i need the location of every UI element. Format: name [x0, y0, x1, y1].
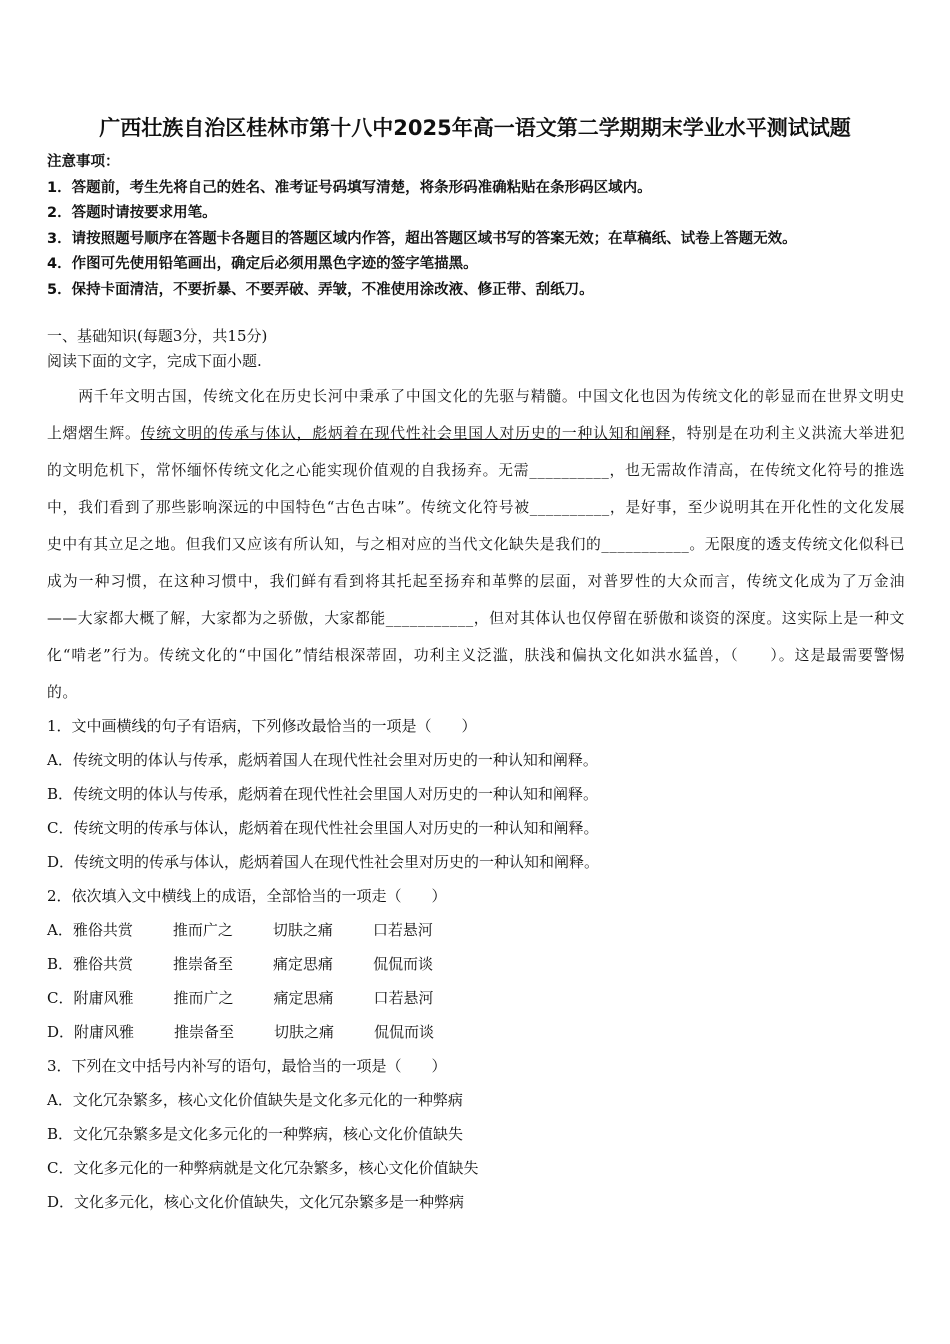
question-stem: 2．依次填入文中横线上的成语，全部恰当的一项走（ ）	[47, 887, 447, 905]
answer-option	[47, 987, 917, 1009]
option-label: C．	[47, 989, 74, 1007]
option-label: D．	[47, 1023, 75, 1041]
option-word: 口若悬河	[373, 989, 434, 1007]
notice-section	[47, 150, 917, 303]
notice-heading: 注意事项：	[47, 154, 120, 170]
option-word: 雅俗共赏	[73, 955, 134, 973]
answer-option: B．传统文明的体认与传承，彪炳着在现代性社会里国人对历史的一种认知和阐释。	[47, 785, 599, 803]
exam-title: 广西壮族自治区桂林市第十八中2025年高一语文第二学期期末学业水平测试试题	[99, 116, 851, 140]
option-word: 切肤之痛	[272, 921, 333, 939]
question-stem: 1．文中画横线的句子有语病，下列修改最恰当的一项是（ ）	[47, 717, 477, 735]
answer-option	[47, 953, 917, 975]
option-word: 痛定思痛	[273, 989, 334, 1007]
notice-item: 1．答题前，考生先将自己的姓名、准考证号码填写清楚，将条形码准确粘贴在条形码区域内。	[47, 179, 652, 196]
answer-option: D．传统文明的传承与体认，彪炳着国人在现代性社会里对历史的一种认知和阐释。	[47, 853, 600, 871]
section-intro: 阅读下面的文字，完成下面小题.	[47, 352, 262, 370]
option-word: 雅俗共赏	[72, 921, 133, 939]
option-word: 推崇备至	[173, 955, 234, 973]
option-word: 口若悬河	[372, 921, 433, 939]
option-label: B．	[47, 955, 74, 973]
notice-item: 5．保持卡面清洁，不要折暴、不要弄破、弄皱，不准使用涂改液、修正带、刮纸刀。	[47, 281, 594, 298]
section-heading: 一、基础知识(每题3分，共15分)	[47, 327, 268, 345]
answer-option	[47, 919, 917, 941]
option-word: 推崇备至	[174, 1023, 235, 1041]
answer-option: C．传统文明的传承与体认，彪炳着在现代性社会里国人对历史的一种认知和阐释。	[47, 819, 599, 837]
option-word: 附庸风雅	[74, 1023, 135, 1041]
underlined-sentence: 传统文明的传承与体认，彪炳着在现代性社会里国人对历史的一种认知和阐释	[140, 425, 672, 442]
question-stem: 3．下列在文中括号内补写的语句，最恰当的一项是（ ）	[47, 1057, 447, 1075]
answer-option: A．传统文明的体认与传承，彪炳着国人在现代性社会里对历史的一种认知和阐释。	[47, 751, 598, 769]
reading-passage	[47, 378, 905, 711]
passage-text: 两千年文明古国，传统文化在历史长河中秉承了中国文化的先驱与精髓。中国文化也因为传统文化的彰显而在世界文明史上熠熠生辉。	[47, 388, 905, 442]
answer-option: C．文化多元化的一种弊病就是文化冗杂繁多，核心文化价值缺失	[47, 1159, 479, 1177]
answer-option: B．文化冗杂繁多是文化多元化的一种弊病，核心文化价值缺失	[47, 1125, 464, 1143]
option-word: 切肤之痛	[274, 1023, 335, 1041]
notice-item: 4．作图可先使用铅笔画出，确定后必须用黑色字迹的签字笔描黑。	[47, 256, 478, 272]
notice-item: 3．请按照题号顺序在答题卡各题目的答题区域内作答，超出答题区域书写的答案无效；在草稿纸、试卷上答题无效。	[47, 230, 797, 247]
option-word: 痛定思痛	[273, 955, 334, 973]
notice-item: 2．答题时请按要求用笔。	[47, 205, 217, 221]
option-word: 侃侃而谈	[373, 955, 434, 973]
passage-text: ，特别是在功利主义洪流大举进犯的文明危机下，常怀缅怀传统文化之心能实现价值观的自我扬弃。无需__________，也无需故作清高，在传统文化符号的推选中，我们看到了那些影响深远的中国特色“古色古味”。传统文化符号被__________，是好事，至少说明其在开化性的文化发展史中有其立足之地。但我们又应该有所认知，与之相对应的当代文化缺失是我们的___________。无限度的透支传统文化似科已成为一种习惯，在这种习惯中，我们鲜有看到将其托起至扬弃和革弊的层面，对普罗性的大众而言，传统文化成为了万金油——大家都大概了解，大家都为之骄傲，大家都能___________，但对其体认也仅停留在骄傲和谈资的深度。这实际上是一种文化“啃老”行为。传统文化的“中国化”情结根深蒂固，功利主义泛滥，肤浅和偏执文化如洪水猛兽，（ ）。这是最需要警惕的。	[47, 425, 905, 701]
option-label: A．	[47, 921, 73, 939]
answer-option: A．文化冗杂繁多，核心文化价值缺失是文化多元化的一种弊病	[47, 1091, 463, 1109]
option-word: 附庸风雅	[73, 989, 134, 1007]
answer-option	[47, 1021, 917, 1043]
option-word: 推而广之	[173, 989, 234, 1007]
option-word: 推而广之	[172, 921, 233, 939]
answer-option: D．文化多元化，核心文化价值缺失，文化冗杂繁多是一种弊病	[47, 1193, 465, 1211]
option-word: 侃侃而谈	[374, 1023, 435, 1041]
